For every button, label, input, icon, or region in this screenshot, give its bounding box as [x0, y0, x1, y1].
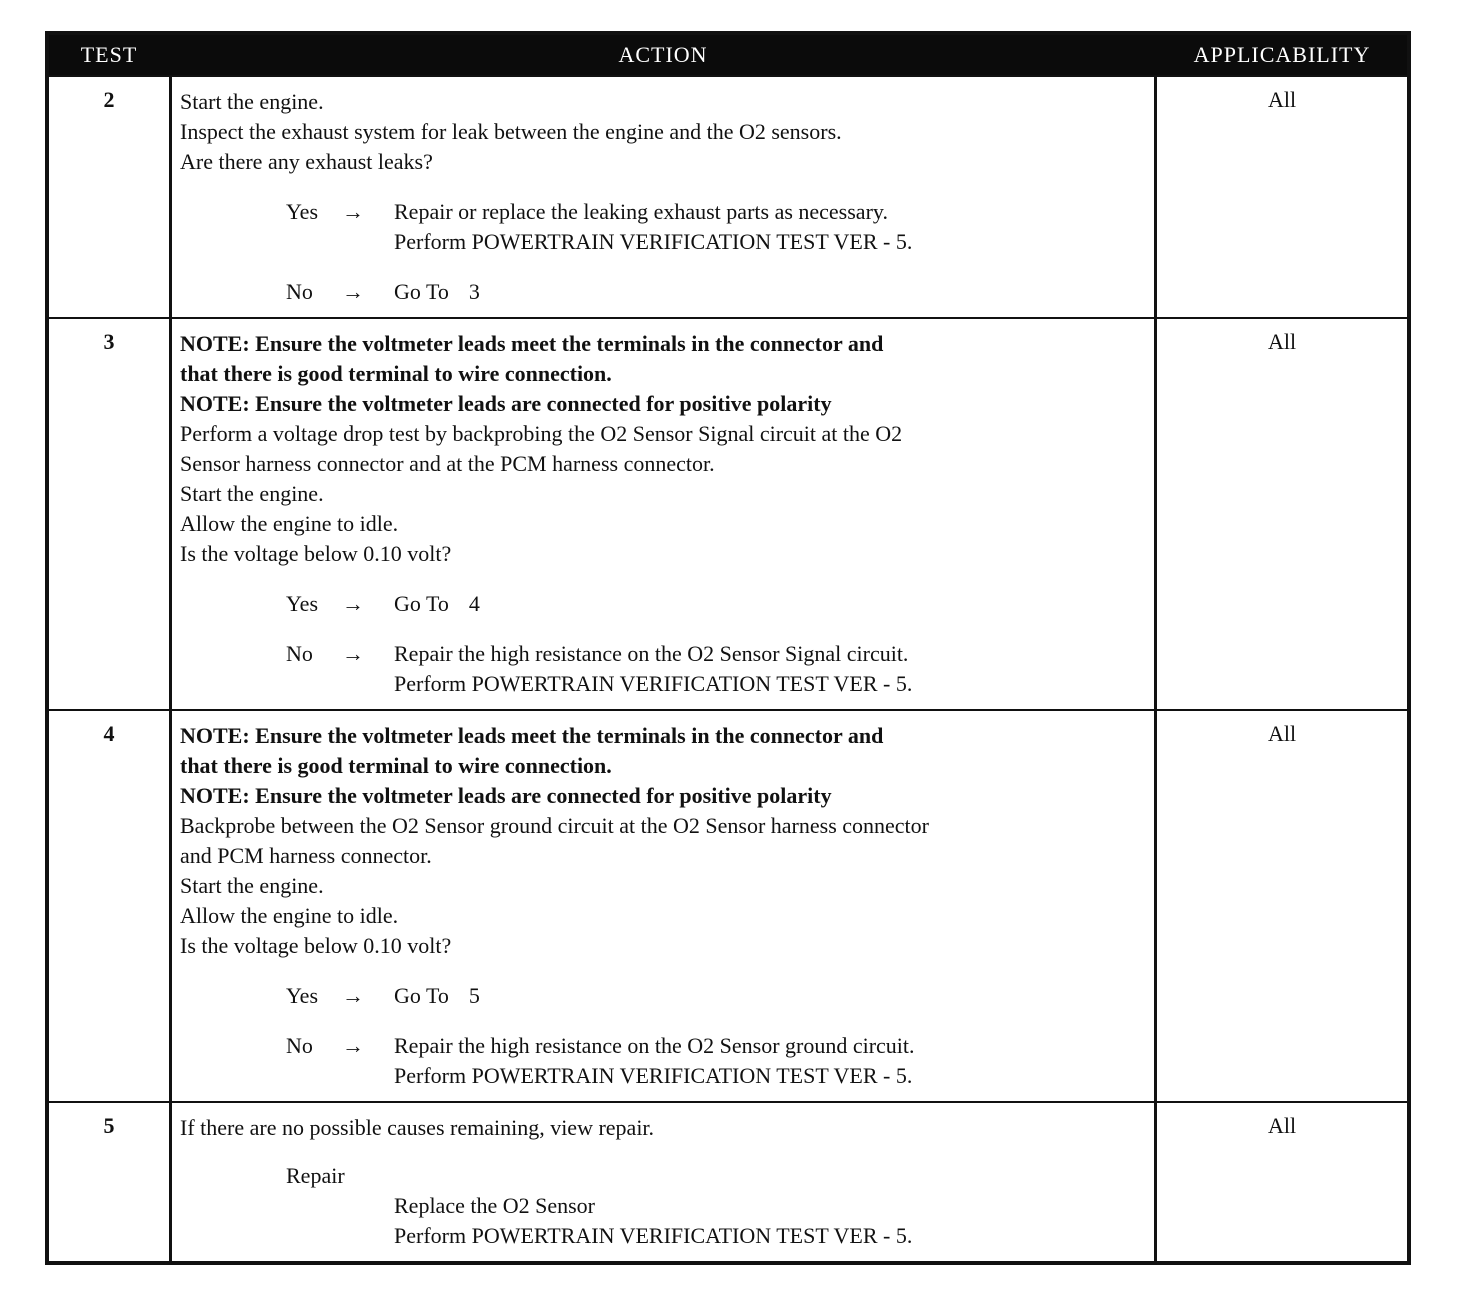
note-line: NOTE: Ensure the voltmeter leads meet the terminals in the connector and [180, 723, 884, 748]
arrow-icon: → [342, 641, 364, 666]
note-line: that there is good terminal to wire connection. [180, 361, 612, 386]
applicability-cell: All [1267, 87, 1297, 112]
action-cell [169, 77, 1157, 317]
repair-block [286, 1161, 1148, 1251]
note-line: that there is good terminal to wire connection. [180, 753, 612, 778]
note-line: NOTE: Ensure the voltmeter leads are connected for positive polarity [180, 391, 832, 416]
yes-option [286, 981, 1148, 1011]
no-option [286, 277, 1148, 307]
action-line: Allow the engine to idle. [180, 511, 399, 536]
action-line: Inspect the exhaust system for leak between the engine and the O2 sensors. [180, 119, 842, 144]
no-option [286, 1031, 1148, 1091]
arrow-icon: → [342, 279, 364, 304]
action-line: Is the voltage below 0.10 volt? [180, 541, 452, 566]
goto-target[interactable]: 5 [468, 983, 480, 1008]
test-number: 3 [103, 329, 115, 354]
applicability-cell: All [1267, 329, 1297, 354]
repair-line: Perform POWERTRAIN VERIFICATION TEST VER - 5. [394, 1223, 913, 1248]
yes-option [286, 589, 1148, 619]
no-label: No [286, 279, 313, 304]
action-line: If there are no possible causes remaining, view repair. [180, 1115, 655, 1140]
goto-link[interactable]: Go To [394, 279, 449, 304]
yes-label: Yes [286, 591, 319, 616]
header-test: TEST [80, 42, 138, 67]
no-action-line: Perform POWERTRAIN VERIFICATION TEST VER - 5. [394, 671, 913, 696]
yes-action-line: Repair or replace the leaking exhaust parts as necessary. [394, 199, 888, 224]
table-row [49, 75, 1407, 317]
header-action: ACTION [618, 42, 708, 67]
note-line: NOTE: Ensure the voltmeter leads are connected for positive polarity [180, 783, 832, 808]
action-line: Perform a voltage drop test by backprobing the O2 Sensor Signal circuit at the O2 [180, 421, 903, 446]
table-header [49, 35, 1407, 75]
goto-target[interactable]: 3 [468, 279, 480, 304]
repair-label: Repair [286, 1163, 345, 1188]
arrow-icon: → [342, 983, 364, 1008]
action-cell [169, 711, 1157, 1101]
header-applicability: APPLICABILITY [1193, 42, 1371, 67]
action-line: Sensor harness connector and at the PCM harness connector. [180, 451, 715, 476]
repair-line: Replace the O2 Sensor [394, 1193, 595, 1218]
table-row [49, 709, 1407, 1101]
no-label: No [286, 641, 313, 666]
action-line: Start the engine. [180, 873, 324, 898]
yes-label: Yes [286, 983, 319, 1008]
table-row [49, 1101, 1407, 1261]
no-action-line: Repair the high resistance on the O2 Sensor Signal circuit. [394, 641, 909, 666]
note-line: NOTE: Ensure the voltmeter leads meet the terminals in the connector and [180, 331, 884, 356]
no-action-line: Repair the high resistance on the O2 Sensor ground circuit. [394, 1033, 915, 1058]
table-row [49, 317, 1407, 709]
applicability-cell: All [1267, 1113, 1297, 1138]
no-action-line: Perform POWERTRAIN VERIFICATION TEST VER - 5. [394, 1063, 913, 1088]
goto-link[interactable]: Go To [394, 983, 449, 1008]
arrow-icon: → [342, 1033, 364, 1058]
action-line: Allow the engine to idle. [180, 903, 399, 928]
arrow-icon: → [342, 591, 364, 616]
applicability-cell: All [1267, 721, 1297, 746]
test-number: 5 [103, 1113, 115, 1138]
action-line: Backprobe between the O2 Sensor ground circuit at the O2 Sensor harness connector [180, 813, 929, 838]
action-line: and PCM harness connector. [180, 843, 432, 868]
action-cell [169, 319, 1157, 709]
action-cell [169, 1103, 1157, 1261]
test-number: 2 [103, 87, 115, 112]
goto-link[interactable]: Go To [394, 591, 449, 616]
yes-label: Yes [286, 199, 319, 224]
no-option [286, 639, 1148, 699]
test-number: 4 [103, 721, 115, 746]
action-line: Start the engine. [180, 89, 324, 114]
yes-action-line: Perform POWERTRAIN VERIFICATION TEST VER - 5. [394, 229, 913, 254]
yes-option [286, 197, 1148, 257]
action-line: Start the engine. [180, 481, 324, 506]
action-line: Are there any exhaust leaks? [180, 149, 433, 174]
goto-target[interactable]: 4 [468, 591, 480, 616]
arrow-icon: → [342, 199, 364, 224]
no-label: No [286, 1033, 313, 1058]
action-line: Is the voltage below 0.10 volt? [180, 933, 452, 958]
diagnostic-test-table [45, 31, 1411, 1265]
